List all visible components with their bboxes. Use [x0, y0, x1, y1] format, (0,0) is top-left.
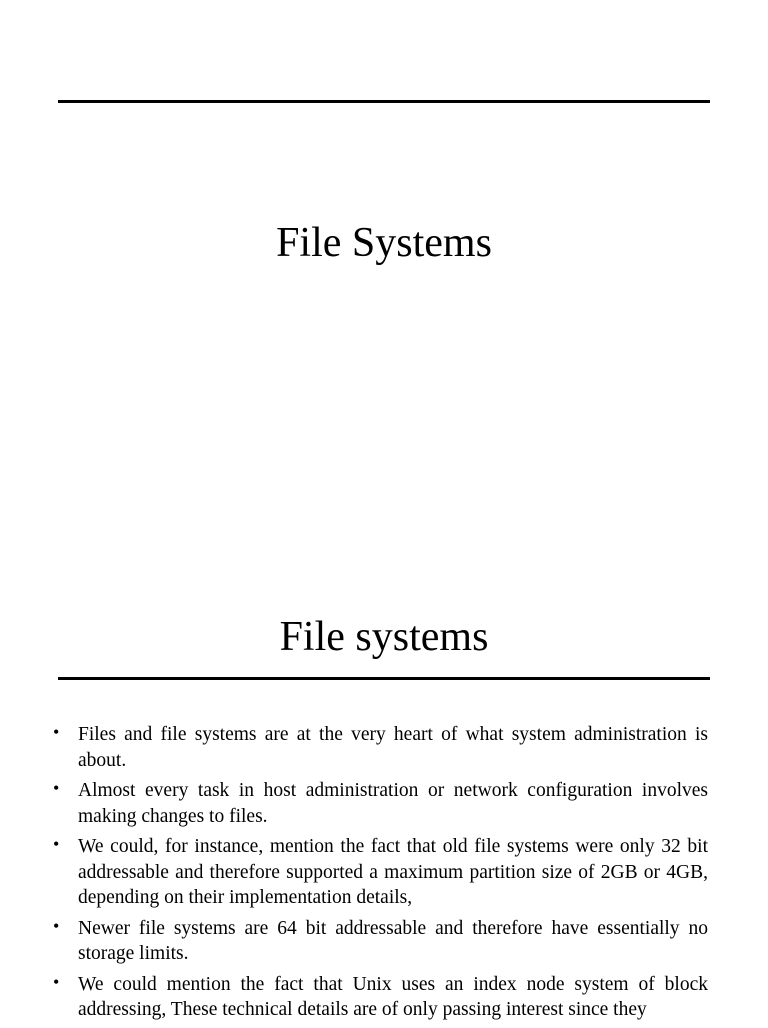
- slide-title: File Systems: [276, 220, 492, 266]
- bullet-text: Files and file systems are at the very heart of what system administration is about.: [78, 724, 708, 771]
- bullet-text: We could, for instance, mention the fact that old file systems were only 32 bit addressable and therefore supported a maximum partition size of 2GB or 4GB, depending on their implementation details,: [78, 836, 708, 908]
- section-title: File systems: [279, 614, 489, 660]
- bullet-text: We could mention the fact that Unix uses an index node system of block addressing, These technical details are of only passing interest since they: [78, 973, 708, 1020]
- bullet-marker: •: [53, 722, 60, 742]
- bullet-marker: •: [53, 834, 60, 854]
- bullet-marker: •: [53, 971, 60, 992]
- bullet-text: Almost every task in host administration or network configuration involves making changes to files.: [78, 780, 708, 827]
- bullet-list: [50, 722, 708, 1028]
- title-divider-line: [58, 677, 710, 680]
- bullet-marker: •: [53, 778, 60, 798]
- bullet-item: [50, 722, 708, 773]
- bullet-item: [50, 972, 708, 1023]
- bullet-item: [50, 916, 708, 967]
- bullet-marker: •: [53, 915, 60, 936]
- top-divider-line: [58, 100, 710, 103]
- bullet-text: Newer file systems are 64 bit addressable and therefore have essentially no storage limits.: [78, 917, 708, 964]
- bullet-item: [50, 834, 708, 911]
- bullet-item: [50, 778, 708, 829]
